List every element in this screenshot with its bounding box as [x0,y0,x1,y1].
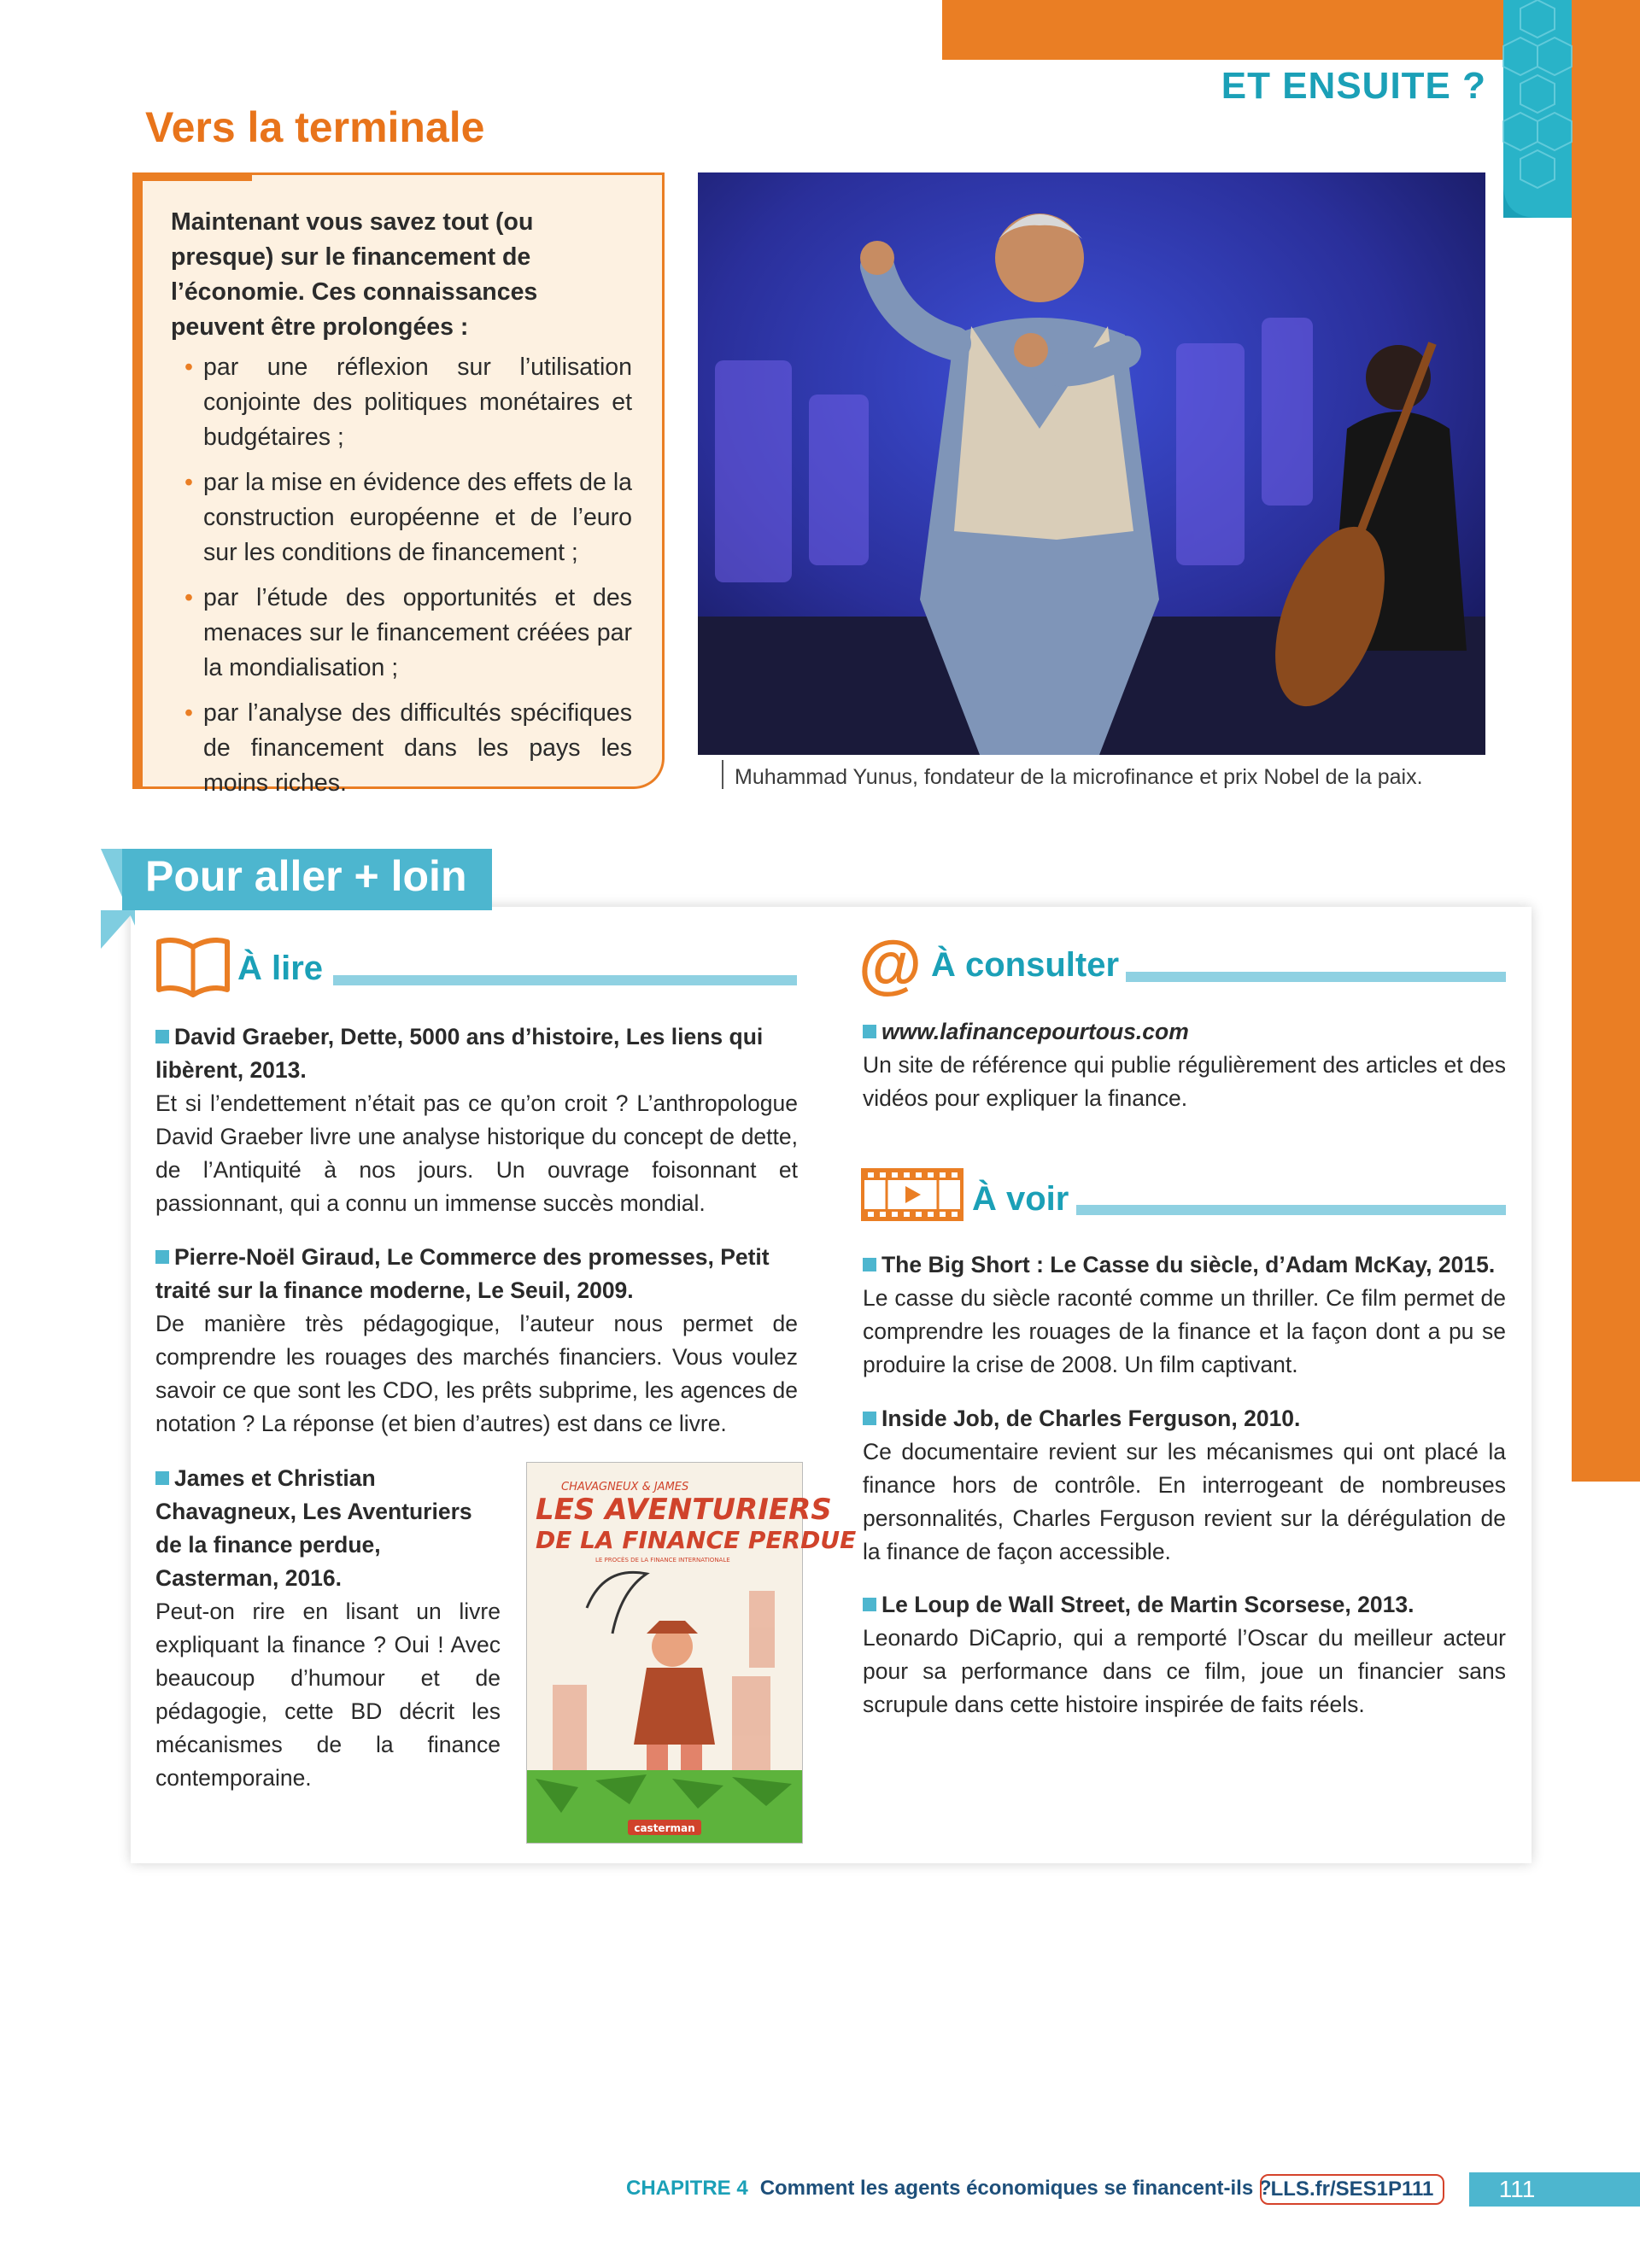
svg-text:DE LA FINANCE PERDUE: DE LA FINANCE PERDUE [536,1526,857,1554]
a-consulter-rule [1126,972,1506,982]
chapter-footer [626,2177,1272,2201]
bullet-icon: • [184,584,193,611]
page-number: 111 [1498,2176,1536,2202]
vers-terminale-list [171,350,632,801]
square-bullet-icon [155,1471,169,1485]
a-lire-rule [333,975,797,985]
svg-text:LE PROCÈS DE LA FINANCE INTERN: LE PROCÈS DE LA FINANCE INTERNATIONALE [595,1557,730,1564]
square-bullet-icon [863,1258,876,1271]
bullet-icon: • [184,699,193,727]
banner-fold-decoration [101,910,135,949]
open-book-icon [155,935,231,997]
bullet-icon: • [184,354,193,381]
square-bullet-icon [863,1412,876,1425]
a-voir-entry-3: Le Loup de Wall Street, de Martin Scorsese, 2013. Leonardo DiCaprio, qui a remporté l’Oscar du meilleur acteur pour sa performance dans ce film, joue un financier sans scrupule dans cette histoire inspirée de faits réels. [863,1592,1506,1717]
right-orange-strip [1572,0,1640,1482]
svg-text:casterman: casterman [634,1822,695,1834]
lls-link[interactable]: LLS.fr/SES1P111 [1260,2174,1444,2205]
pour-aller-loin-title: Pour aller + loin [145,852,467,900]
caption-rule [722,760,723,789]
list-item: • par l’étude des opportunités et des menaces sur le financement créées par la mondialisation ; [171,581,632,686]
list-item: • par une réflexion sur l’utilisation conjointe des politiques monétaires et budgétaires ; [171,350,632,455]
list-item: • par l’analyse des difficultés spécifiques de financement dans les pays les moins riches. [171,696,632,801]
top-orange-band [942,0,1572,60]
a-lire-heading: À lire [237,950,324,987]
a-lire-entry-1: David Graeber, Dette, 5000 ans d’histoire, Les liens qui libèrent, 2013. Et si l’endettement n’était pas ce qu’on croit ? L’anthropologue David Graeber livre une analyse historique du concept de dette, de l’Antiquité à nos jours. Un ouvrage foisonnant et passionnant, qui a connu un immense succès mondial. [155,1024,798,1216]
vers-terminale-title: Vers la terminale [145,103,485,151]
yunus-photo [698,172,1485,755]
section-label: ET ENSUITE ? [1221,65,1486,107]
website-link[interactable]: www.lafinancepourtous.com [882,1019,1189,1044]
square-bullet-icon [155,1250,169,1264]
a-voir-entry-1: The Big Short : Le Casse du siècle, d’Adam McKay, 2015. Le casse du siècle raconté comme un thriller. Ce film permet de comprendre les rouages de la finance et la façon dont a pu se produire la crise de 2008. Un film captivant. [863,1252,1506,1377]
a-voir-heading: À voir [972,1180,1069,1218]
vers-terminale-intro: Maintenant vous savez tout (ou presque) sur le financement de l’économie. Ces connaissances peuvent être prolongées : [171,208,538,341]
a-lire-entry-2: Pierre-Noël Giraud, Le Commerce des promesses, Petit traité sur la finance moderne, Le Seuil, 2009. De manière très pédagogique, l’auteur nous permet de comprendre les rouages des marchés financiers. Vous voulez savoir ce que sont les CDO, les prêts subprime, les agences de notation ? La réponse (et bien d’autres) est dans ce livre. [155,1244,798,1436]
a-lire-entry-3: James et Christian Chavagneux, Les Aventuriers de la finance perdue, Casterman, 2016. Peut-on rire en lisant un livre expliquant la finance ? Oui ! Avec beaucoup d’humour et de pédagogie, cette BD décrit les mécanismes de la finance contemporaine. [155,1465,501,1791]
square-bullet-icon [155,1030,169,1043]
a-voir-rule [1076,1205,1506,1215]
svg-text:CHAVAGNEUX & JAMES: CHAVAGNEUX & JAMES [561,1481,689,1493]
film-strip-icon [861,1168,964,1221]
hexagon-pattern-decoration [1503,0,1572,218]
a-voir-entry-2: Inside Job, de Charles Ferguson, 2010. Ce documentaire revient sur les mécanismes qui ont placé la finance hors de contrôle. En interrogeant de nombreuses personnalités, Charles Ferguson revient sur la dérégulation de la finance de façon accessible. [863,1406,1506,1564]
chapter-label: CHAPITRE 4 [626,2177,748,2200]
book-cover-image [526,1462,857,1844]
a-consulter-heading: À consulter [931,946,1120,984]
square-bullet-icon [863,1025,876,1038]
vers-terminale-content [171,205,632,811]
svg-text:LES AVENTURIERS: LES AVENTURIERS [536,1493,832,1527]
photo-caption: Muhammad Yunus, fondateur de la microfinance et prix Nobel de la paix. [735,765,1423,789]
bullet-icon: • [184,469,193,496]
vers-terminale-box-tab [132,172,252,181]
square-bullet-icon [863,1598,876,1611]
a-consulter-entry-1: www.lafinancepourtous.com Un site de référence qui publie régulièrement des articles et des vidéos pour expliquer la finance. [863,1019,1506,1111]
chapter-title: Comment les agents économiques se financent-ils ? [759,2177,1272,2200]
at-sign-icon: @ [858,928,922,1001]
list-item: • par la mise en évidence des effets de la construction européenne et de l’euro sur les conditions de financement ; [171,465,632,570]
